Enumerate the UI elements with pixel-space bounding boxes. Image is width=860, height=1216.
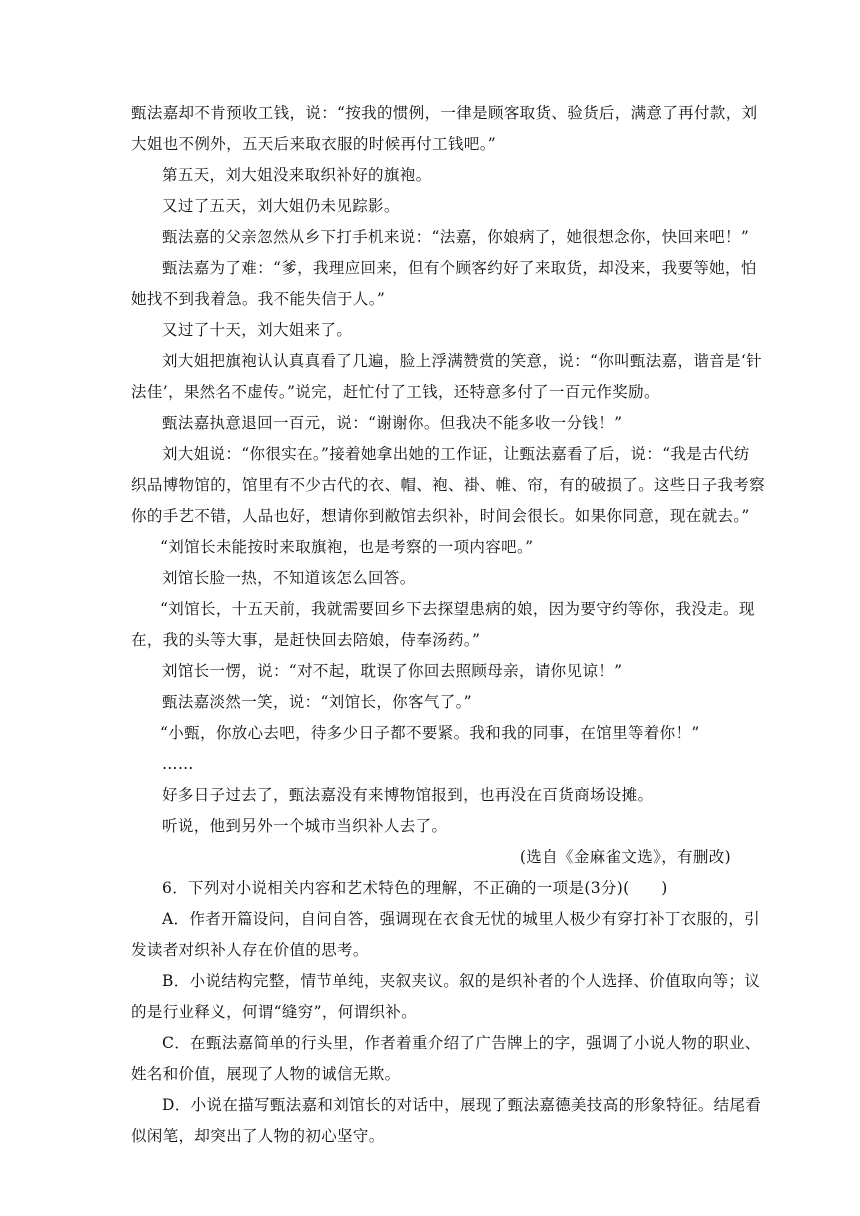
question-stem: 6．下列对小说相关内容和艺术特色的理解，不正确的一项是(3分)( )	[162, 879, 668, 897]
text-line: 又过了五天，刘大姐仍未见踪影。	[162, 197, 400, 215]
text-line: 刘大姐说：“你很实在。”接着她拿出她的工作证，让甄法嘉看了后，说：“我是古代纺	[162, 445, 750, 463]
text-line: 好多日子过去了，甄法嘉没有来博物馆报到，也再没在百货商场设摊。	[162, 786, 654, 804]
text-line: 法佳’，果然名不虚传。”说完，赶忙付了工钱，还特意多付了一百元作奖励。	[131, 383, 660, 401]
text-line: 甄法嘉淡然一笑，说：“刘馆长，你客气了。”	[162, 693, 472, 711]
text-line: 在，我的头等大事，是赶快回去陪娘，侍奉汤药。”	[131, 631, 481, 649]
text-line: 又过了十天，刘大姐来了。	[162, 321, 353, 339]
option-c-continuation: 姓名和价值，展现了人物的诚信无欺。	[131, 1065, 401, 1083]
text-line: 刘大姐把旗袍认认真真看了几遍，脸上浮满赞赏的笑意，说：“你叫甄法嘉，谐音是‘针	[162, 352, 763, 370]
ellipsis-line: ……	[162, 755, 194, 773]
option-b-continuation: 的是行业释义，何谓“缝穷”，何谓织补。	[131, 1003, 417, 1021]
text-line: 她找不到我着急。我不能失信于人。”	[131, 290, 386, 308]
text-line: “刘馆长，十五天前，我就需要回乡下去探望患病的娘，因为要守约等你，我没走。现	[160, 600, 755, 618]
source-citation: (选自《金麻雀文选》，有删改)	[519, 848, 731, 866]
option-d-line: D．小说在描写甄法嘉和刘馆长的对话中，展现了甄法嘉德美技高的形象特征。结尾看	[162, 1096, 762, 1114]
story-text	[131, 98, 766, 1152]
text-line: 第五天，刘大姐没来取织补好的旗袍。	[162, 166, 432, 184]
option-a-line: A．作者开篇设问，自问自答，强调现在衣食无忧的城里人极少有穿打补丁衣服的，引	[162, 910, 760, 928]
text-line: 甄法嘉却不肯预收工钱，说：“按我的惯例，一律是顾客取货、验货后，满意了再付款，刘	[131, 104, 758, 122]
text-line: 甄法嘉执意退回一百元，说：“谢谢你。但我决不能多收一分钱！”	[162, 414, 623, 432]
text-line: “刘馆长未能按时来取旗袍，也是考察的一项内容吧。”	[160, 538, 534, 556]
option-d-continuation: 似闲笔，却突出了人物的初心坚守。	[131, 1127, 385, 1145]
text-line: 甄法嘉的父亲忽然从乡下打手机来说：“法嘉，你娘病了，她很想念你，快回来吧！”	[162, 228, 750, 246]
option-c-line: C．在甄法嘉简单的行头里，作者着重介绍了广告牌上的字，强调了小说人物的职业、	[162, 1034, 761, 1052]
text-line: 刘馆长一愣，说：“对不起，耽误了你回去照顾母亲，请你见谅！”	[162, 662, 623, 680]
option-a-continuation: 发读者对织补人存在价值的思考。	[131, 941, 369, 959]
text-line: 你的手艺不错，人品也好，想请你到敝馆去织补，时间会很长。如果你同意，现在就去。”	[131, 507, 750, 525]
text-line: 织品博物馆的，馆里有不少古代的衣、帽、袍、褂、帷、帘，有的破损了。这些日子我考察	[131, 476, 766, 494]
text-line: 刘馆长脸一热，不知道该怎么回答。	[162, 569, 416, 587]
text-line: 听说，他到另外一个城市当织补人去了。	[162, 817, 448, 835]
text-line: “小甄，你放心去吧，待多少日子都不要紧。我和我的同事，在馆里等着你！”	[160, 724, 700, 742]
text-line: 甄法嘉为了难：“爹，我理应回来，但有个顾客约好了来取货，却没来，我要等她，怕	[162, 259, 757, 277]
option-b-line: B．小说结构完整，情节单纯，夹叙夹议。叙的是织补者的个人选择、价值取向等；议	[162, 972, 761, 990]
text-line: 大姐也不例外，五天后来取衣服的时候再付工钱吧。”	[131, 135, 497, 153]
